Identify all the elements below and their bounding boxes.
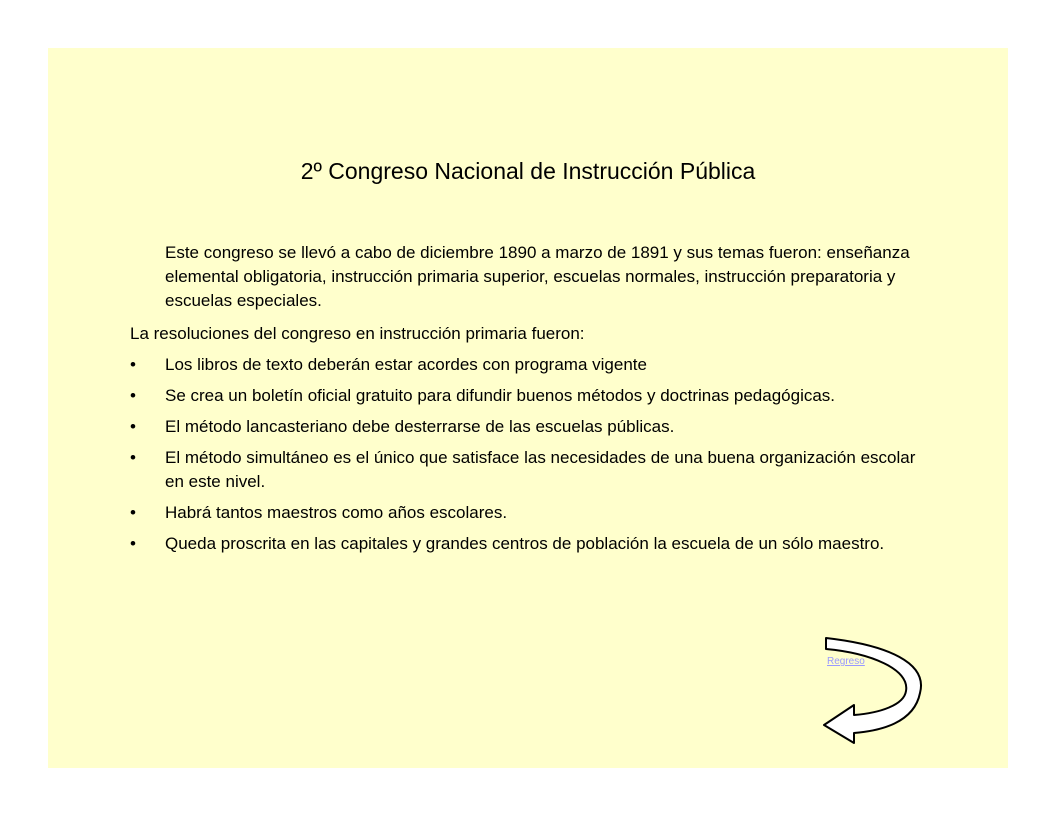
list-item: [130, 384, 930, 408]
list-item: [130, 532, 930, 556]
list-item: [130, 415, 930, 439]
bullet-icon: •: [130, 355, 136, 374]
list-item-text: Habrá tantos maestros como años escolares.: [165, 503, 508, 522]
list-item-text: El método simultáneo es el único que satisface las necesidades de una buena organización escolar en este nivel.: [165, 448, 916, 491]
bullet-icon: •: [130, 386, 136, 405]
list-item: [130, 446, 930, 494]
bullet-icon: •: [130, 448, 136, 467]
slide-title: 2º Congreso Nacional de Instrucción Pública: [300, 158, 756, 184]
list-item: [130, 353, 930, 377]
curved-back-arrow-icon[interactable]: [818, 633, 928, 745]
list-item-text: Los libros de texto deberán estar acordes con programa vigente: [165, 355, 647, 374]
back-button[interactable]: [818, 633, 928, 745]
list-item: [130, 501, 930, 525]
back-link[interactable]: Regreso: [827, 656, 865, 667]
list-item-text: El método lancasteriano debe desterrarse de las escuelas públicas.: [165, 417, 675, 436]
bullet-icon: •: [130, 534, 136, 553]
list-item-text: Queda proscrita en las capitales y grandes centros de población la escuela de un sólo maestro.: [165, 534, 885, 553]
resolutions-list: [130, 353, 930, 563]
slide: [48, 48, 1008, 768]
list-item-text: Se crea un boletín oficial gratuito para difundir buenos métodos y doctrinas pedagógicas.: [165, 386, 836, 405]
bullet-icon: •: [130, 503, 136, 522]
bullet-icon: •: [130, 417, 136, 436]
intro-paragraph: Este congreso se llevó a cabo de diciembre 1890 a marzo de 1891 y sus temas fueron: enseñanza elemental obligatoria, instrucción primaria superior, escuelas normales, instrucción preparatoria y escuelas especiales.: [165, 243, 910, 310]
resolutions-lead: La resoluciones del congreso en instrucción primaria fueron:: [130, 324, 585, 343]
